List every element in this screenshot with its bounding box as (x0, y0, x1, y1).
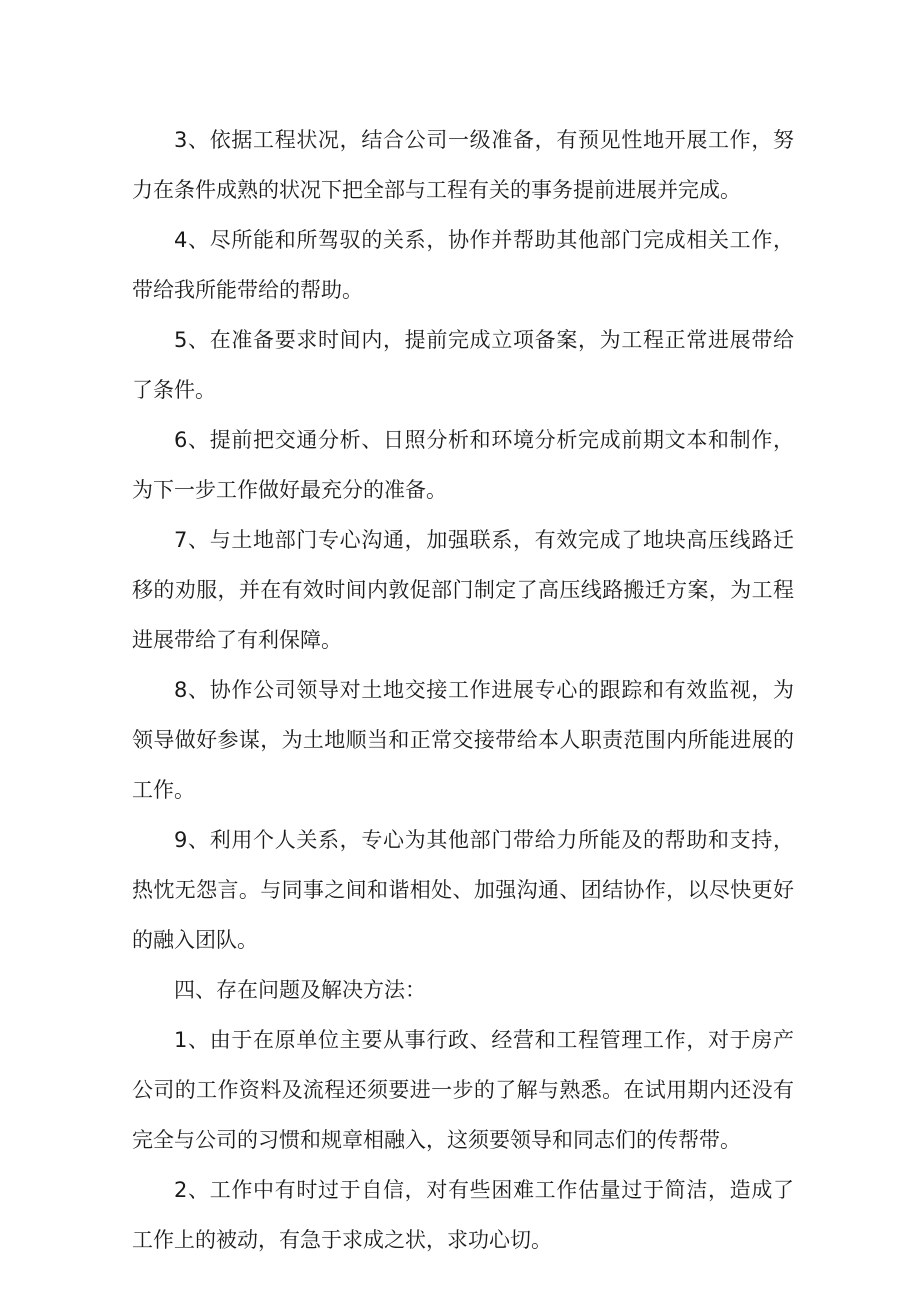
paragraph-item-5: 5、在准备要求时间内，提前完成立项备案，为工程正常进展带给了条件。 (132, 328, 794, 402)
section-heading-problems: 四、存在问题及解决方法： (174, 978, 426, 1002)
paragraph-item-7: 7、与土地部门专心沟通，加强联系，有效完成了地块高压线路迁移的劝服，并在有效时间内敦促部门制定了高压线路搬迁方案，为工程进展带给了有利保障。 (132, 528, 794, 652)
document-body (132, 115, 794, 1265)
problem-item-2: 2、工作中有时过于自信，对有些困难工作估量过于简洁，造成了工作上的被动，有急于求成之状，求功心切。 (132, 1178, 794, 1252)
paragraph-item-9: 9、利用个人关系，专心为其他部门带给力所能及的帮助和支持，热忱无怨言。与同事之间和谐相处、加强沟通、团结协作，以尽快更好的融入团队。 (132, 828, 794, 952)
paragraph-item-3: 3、依据工程状况，结合公司一级准备，有预见性地开展工作，努力在条件成熟的状况下把全部与工程有关的事务提前进展并完成。 (132, 128, 794, 202)
paragraph-item-6: 6、提前把交通分析、日照分析和环境分析完成前期文本和制作，为下一步工作做好最充分的准备。 (132, 428, 794, 502)
paragraph-item-8: 8、协作公司领导对土地交接工作进展专心的跟踪和有效监视，为领导做好参谋，为土地顺当和正常交接带给本人职责范围内所能进展的工作。 (132, 678, 794, 802)
paragraph-item-4: 4、尽所能和所驾驭的关系，协作并帮助其他部门完成相关工作，带给我所能带给的帮助。 (132, 228, 794, 302)
problem-item-1: 1、由于在原单位主要从事行政、经营和工程管理工作，对于房产公司的工作资料及流程还须要进一步的了解与熟悉。在试用期内还没有完全与公司的习惯和规章相融入，这须要领导和同志们的传帮带。 (132, 1028, 794, 1152)
